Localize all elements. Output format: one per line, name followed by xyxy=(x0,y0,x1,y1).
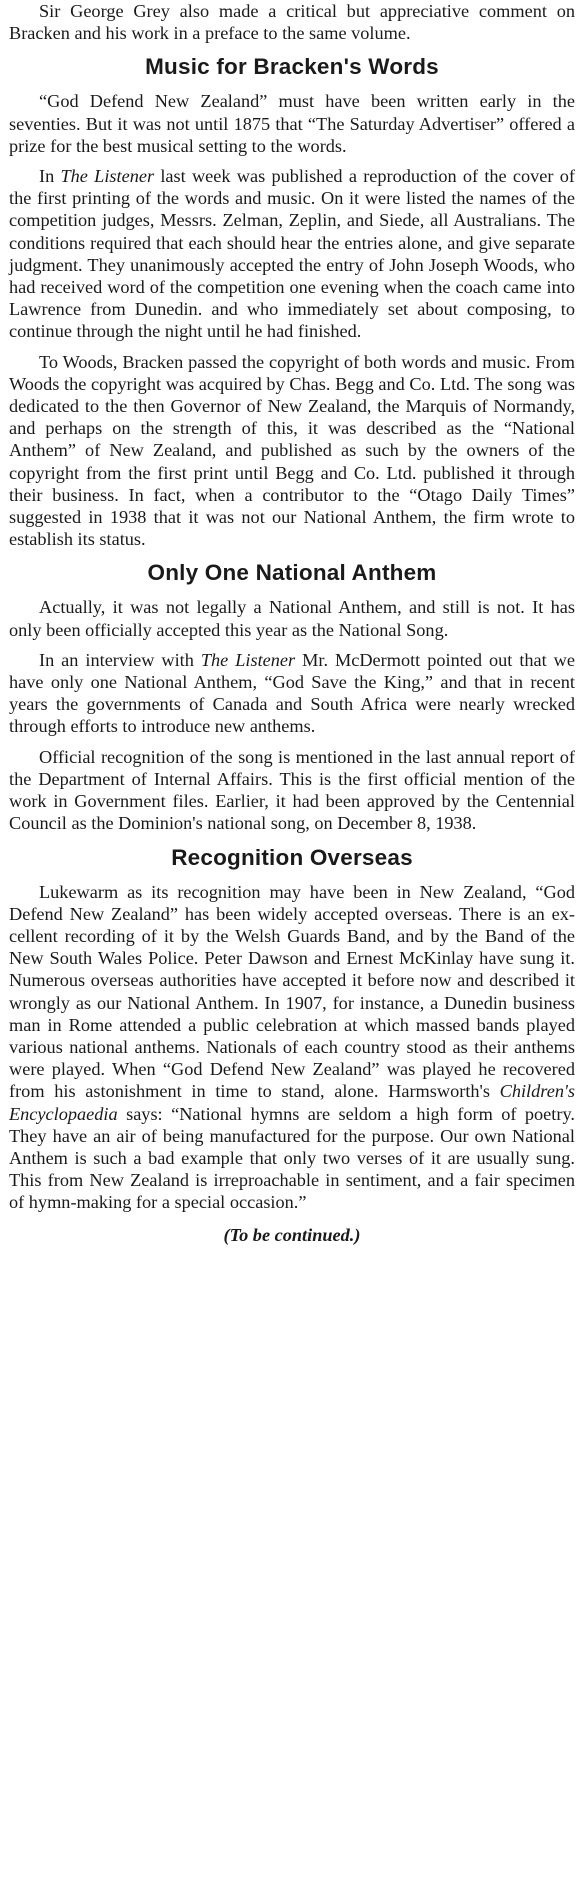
body-paragraph xyxy=(9,881,575,1214)
intro-paragraph: Sir George Grey also made a critical but appreciative comment on Bracken and his work in a preface to the same volume. xyxy=(9,1,575,44)
to-be-continued-note: (To be continued.) xyxy=(223,1224,361,1245)
paragraph-text: Actually, it was not legally a National Anthem, and still is not. It has only been officially accepted this year as the National Song. xyxy=(9,597,575,640)
article-sections xyxy=(9,52,575,1213)
italic-title: The Listener xyxy=(200,649,296,670)
body-paragraph xyxy=(9,90,575,157)
paragraph-text: Mr. McDermott pointed out that we have only one National Anthem, “God Save the King,” and that in recent years the governments of Canada and South Africa were nearly wrecked through efforts to introduce new anthems. xyxy=(9,649,575,737)
paragraph-text: last week was published a reproduction of the cover of the first printing of the words and music. On it were listed the names of the competition judges, Messrs. Zelman, Zeplin, and Siede, all Australians. The conditions required that each should hear the entries alone, and give separate judgment. They unanimously accepted the entry of John Joseph Woods, who had received word of the competition one evening when the coach came into Lawrence from Dunedin. and who immediately set about composing, to continue through the night until he had finished. xyxy=(9,166,575,342)
paragraph-text: Official recognition of the song is mentioned in the last annual report of the Department of Internal Affairs. This is the first official mention of the work in Government files. Earlier, it had been approved by the Centennial Council as the Dominion's national song, on December 8, 1938. xyxy=(9,746,575,834)
section-heading: Only One National Anthem xyxy=(147,560,437,586)
section-heading: Recognition Overseas xyxy=(171,844,413,870)
paragraph-text: To Woods, Bracken passed the copyright of both words and music. From Woods the copyright was acquired by Chas. Begg and Co. Ltd. The song was dedicated to the then Governor of New Zealand, the Marquis of Normandy, and perhaps on the strength of this, it was described as the “National Anthem” of New Zealand, and published as such by the owners of the copyright from the first print until Begg and Co. Ltd. published it through their business. In fact, when a contributor to the “Otago Daily Times” suggested in 1938 that it was not our National Anthem, the firm wrote to establish its status. xyxy=(9,351,575,550)
paragraph-text: In an interview with xyxy=(39,649,201,670)
body-paragraph xyxy=(9,165,575,343)
italic-title: The Listener xyxy=(60,166,155,187)
body-paragraph xyxy=(9,351,575,551)
paragraph-text: says: “National hymns are seldom a high form of poetry. They have an air of being manufactured for the purpose. Our own National Anthem is such a bad example that only two verses of it are usually sung. This from New Zealand is irreproachable in sentiment, and a fair specimen of hymn-making for a special occasion.” xyxy=(9,1103,575,1213)
body-paragraph xyxy=(9,746,575,835)
italic-title: Children's Encyclopaedia xyxy=(9,1081,575,1124)
body-paragraph xyxy=(9,596,575,640)
section-heading: Music for Bracken's Words xyxy=(145,54,439,80)
body-paragraph xyxy=(9,649,575,738)
paragraph-text: “God Defend New Zealand” must have been written early in the seventies. But it was not until 1875 that “The Saturday Advertiser” offered a prize for the best musical setting to the words. xyxy=(9,91,575,156)
paragraph-text: Lukewarm as its recognition may have been in New Zealand, “God Defend New Zealand” has been widely accepted overseas. There is an excellent recording of it by the Welsh Guards Band, and by the Band of the New South Wales Police. Peter Dawson and Ernest McKinlay have sung it. Numerous overseas authorities have accepted it before now and described it wrongly as our National Anthem. In 1907, for instance, a Dunedin business man in Rome attended a public celebration at which massed bands played various national anthems. Nationals of each country stood as their anthems were played. When “God Defend New Zealand” was played he recovered from his astonishment in time to stand, alone. Harmsworth's xyxy=(9,881,575,1102)
paragraph-text: In xyxy=(39,166,61,187)
